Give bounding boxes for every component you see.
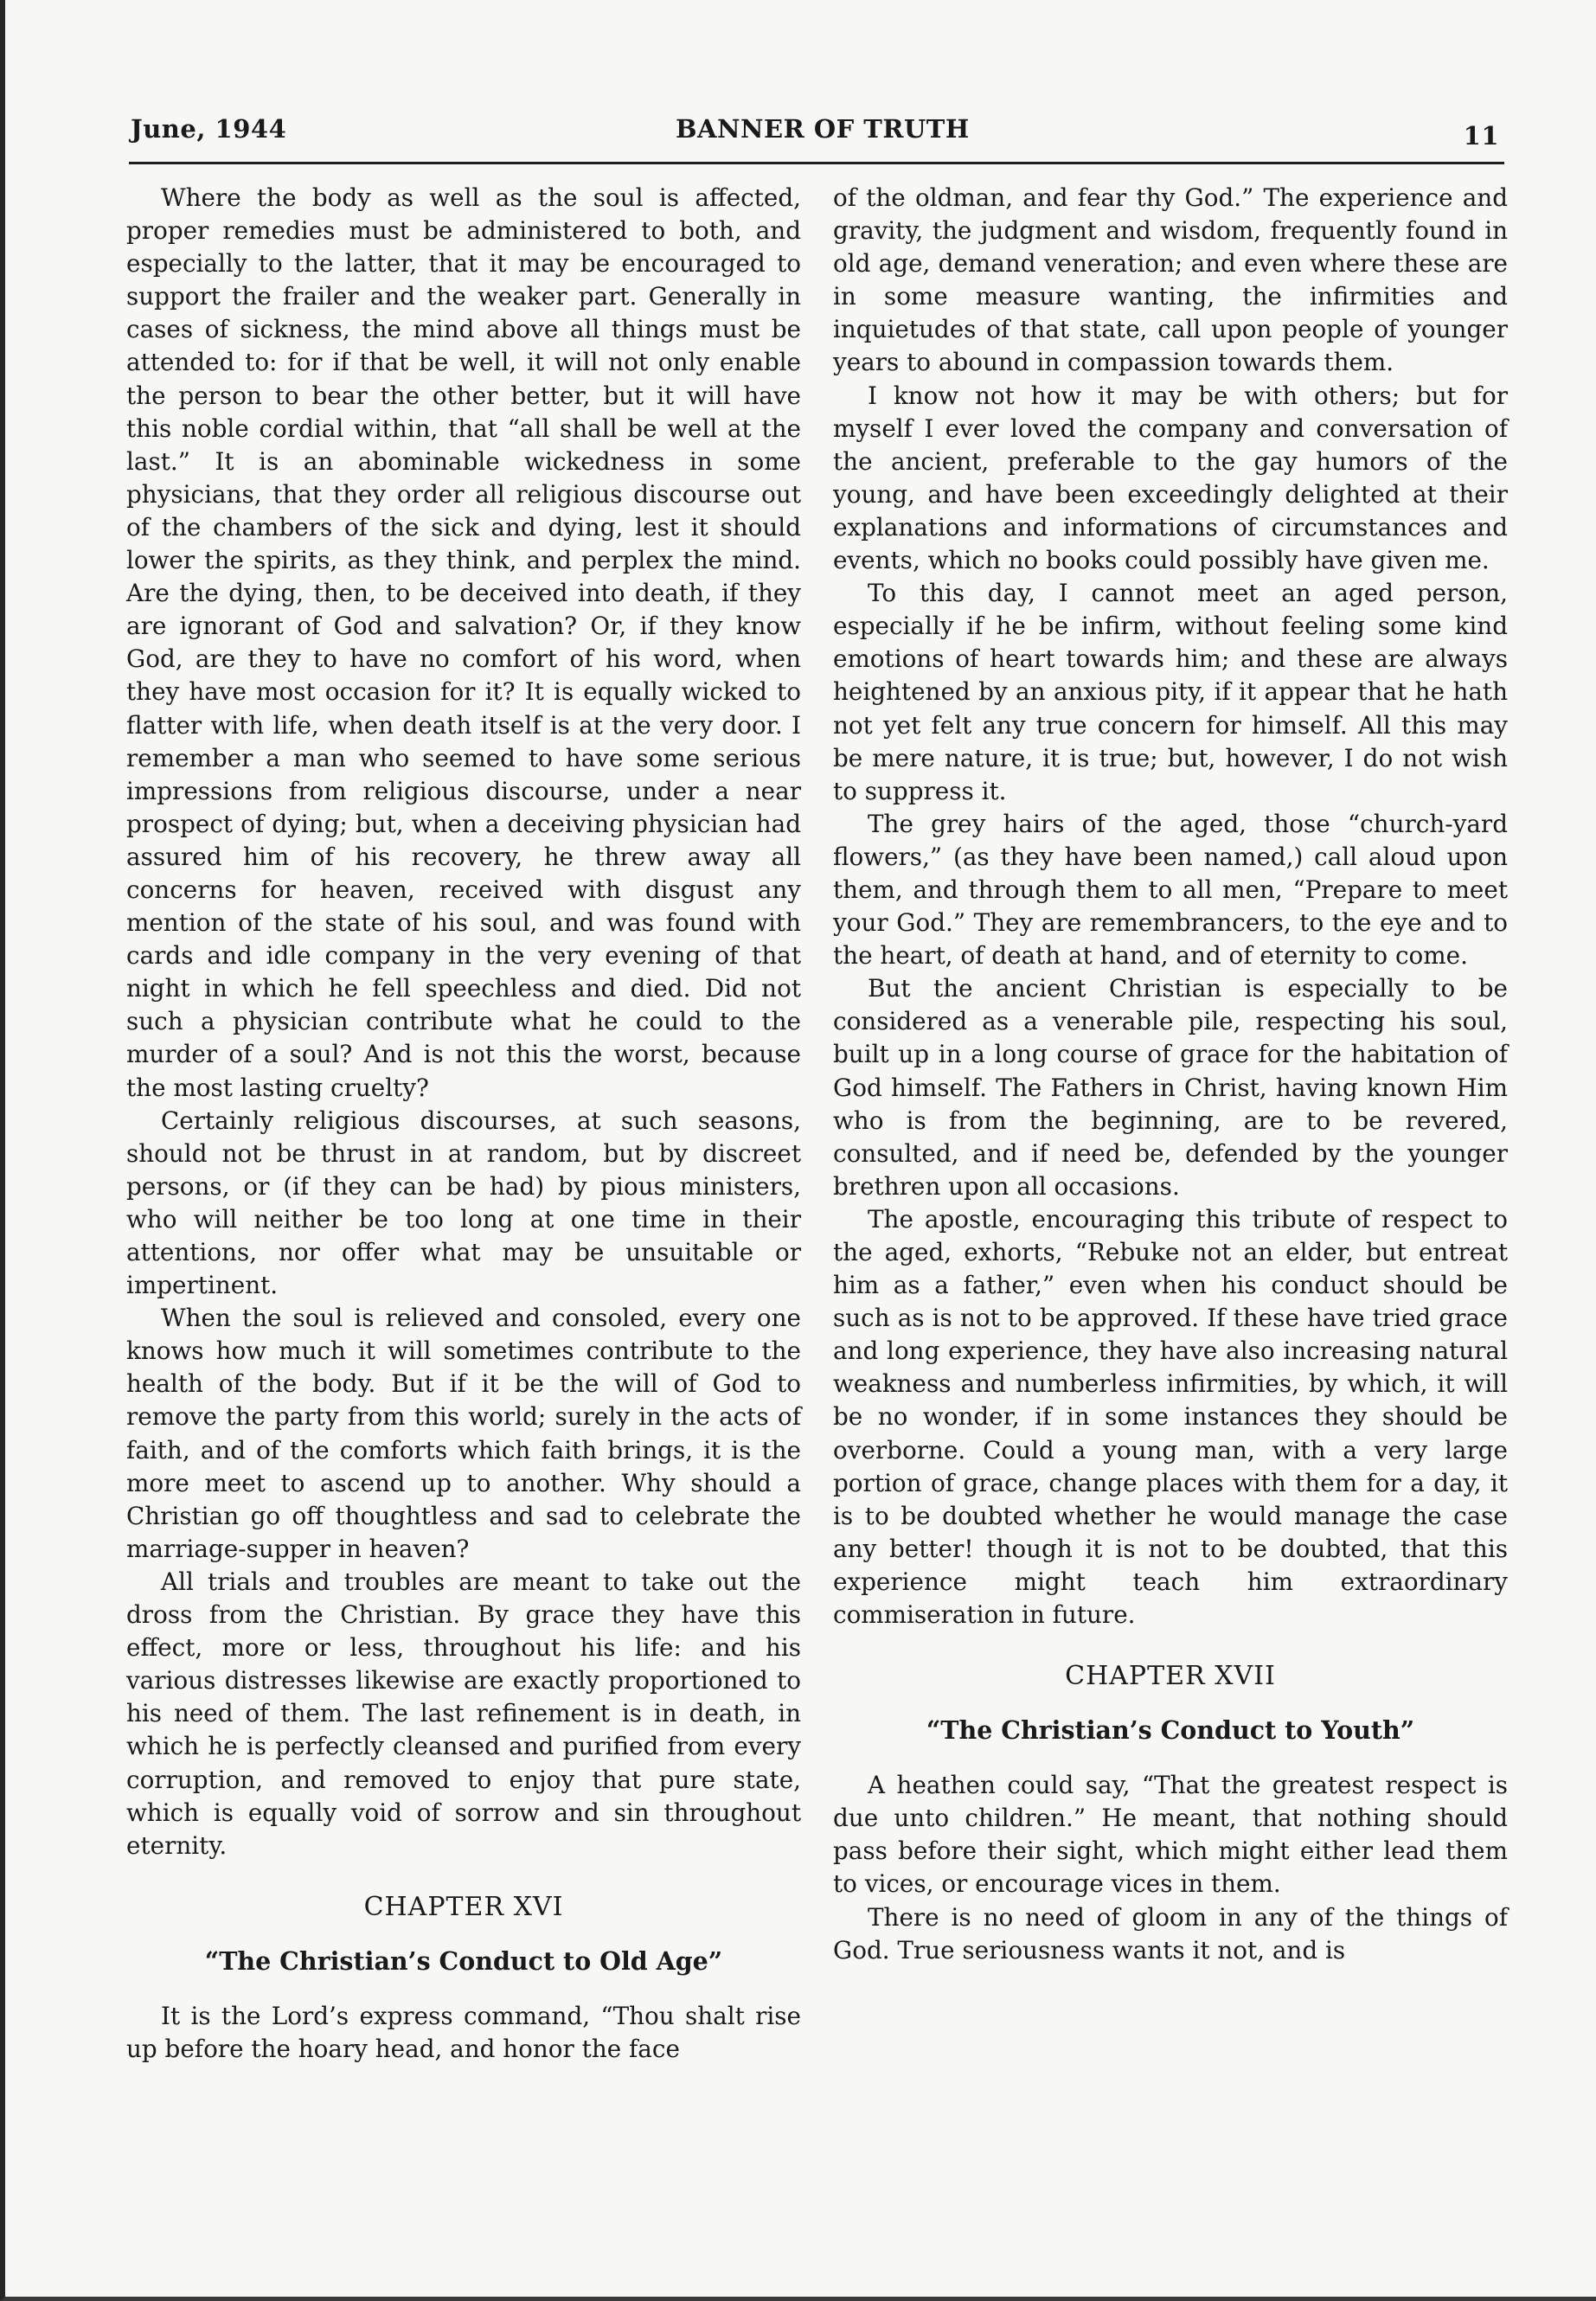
issue-date: June, 1944 bbox=[131, 114, 287, 144]
body-paragraph: A heathen could say, “That the greatest respect is due unto children.” He meant, that nothing should pass before their sight, which might either lead them to vices, or encourage vices in them. bbox=[833, 1771, 1508, 1899]
body-paragraph: Where the body as well as the soul is affected, proper remedies must be administered to both, and especially to the latter, that it may be encouraged to support the frailer and the weaker part. Generally in cases of sickness, the mind above all things must be attended to: for if that be well, it will not only enable the person to bear the other better, but it will have this noble cordial within, that “all shall be well at the last.” It is an abominable wickedness in some physicians, that they order all religious discourse out of the chambers of the sick and dying, lest it should lower the spirits, as they think, and perplex the mind. Are the dying, then, to be deceived into death, if they are ignorant of God and salvation? Or, if they know God, are they to have no comfort of his word, when they have most occasion for it? It is equally wicked to flatter with life, when death itself is at the very door. I remember a man who seemed to have some serious impressions from religious discourse, under a near prospect of dying; but, when a deceiving physician had assured him of his recovery, he threw away all concerns for heaven, received with disgust any mention of the state of his soul, and was found with cards and idle company in the very evening of that night in which he fell speechless and died. Did not such a physician contribute what he could to the murder of a soul? And is not this the worst, because the most lasting cruelty? bbox=[126, 183, 801, 1102]
body-paragraph: There is no need of gloom in any of the things of God. True seriousness wants it not, and is bbox=[833, 1902, 1508, 1965]
body-paragraph: The apostle, encouraging this tribute of respect to the aged, exhorts, “Rebuke not an elder, but entreat him as a father,” even when his conduct should be such as is not to be approved. If these have tried grace and long experience, they have also increasing natural weakness and numberless infirmities, by which, it will be no wonder, if in some instances they should be overborne. Could a young man, with a very large portion of grace, change places with them for a day, it is to be doubted whether he would manage the case any better! though it is not to be doubted, that this experience might teach him extraordinary commiseration in future. bbox=[833, 1204, 1508, 1630]
body-paragraph: I know not how it may be with others; but for myself I ever loved the company and conversation of the ancient, preferable to the gay humors of the young, and have been exceedingly delighted at their explanations and informations of circumstances and events, which no books could possibly have given me. bbox=[833, 381, 1508, 575]
body-paragraph: The grey hairs of the aged, those “church-yard flowers,” (as they have been named,) call aloud upon them, and through them to all men, “Prepare to meet your God.” They are remembrancers, to the eye and to the heart, of death at hand, and of eternity to come. bbox=[833, 809, 1508, 971]
body-paragraph: When the soul is relieved and consoled, every one knows how much it will sometimes contribute to the health of the body. But if it be the will of God to remove the party from this world; surely in the acts of faith, and of the comforts which faith brings, it is the more meet to ascend up to another. Why should a Christian go off thoughtless and sad to celebrate the marriage-supper in heaven? bbox=[126, 1304, 801, 1563]
right-column bbox=[833, 182, 1508, 1967]
body-paragraph: Certainly religious discourses, at such seasons, should not be thrust in at random, but by discreet persons, or (if they can be had) by pious ministers, who will neither be too long at one time in their attentions, nor offer what may be unsuitable or impertinent. bbox=[126, 1106, 801, 1300]
chapter-title: “The Christian’s Conduct to Youth” bbox=[926, 1715, 1415, 1746]
header-rule bbox=[129, 162, 1504, 164]
left-column bbox=[126, 182, 801, 2066]
body-paragraph: It is the Lord’s express command, “Thou shalt rise up before the hoary head, and honor the face bbox=[126, 2001, 801, 2063]
running-header bbox=[131, 111, 1515, 154]
page-number: 11 bbox=[1463, 121, 1499, 151]
body-paragraph: To this day, I cannot meet an aged person, especially if he be infirm, without feeling some kind emotions of heart towards him; and these are always heightened by an anxious pity, if it appear that he hath not yet felt any true concern for himself. All this may be mere nature, it is true; but, however, I do not wish to suppress it. bbox=[833, 579, 1508, 805]
chapter-heading: CHAPTER XVI bbox=[363, 1891, 564, 1922]
chapter-heading: CHAPTER XVII bbox=[1065, 1661, 1276, 1692]
body-paragraph: All trials and troubles are meant to take out the dross from the Christian. By grace they have this effect, more or less, throughout his life: and his various distresses likewise are exactly proportioned to his need of them. The last refinement is in death, in which he is perfectly cleansed and purified from every corruption, and removed to enjoy that pure state, which is equally void of sorrow and sin throughout eternity. bbox=[126, 1567, 801, 1860]
chapter-title: “The Christian’s Conduct to Old Age” bbox=[204, 1945, 723, 1976]
journal-title: BANNER OF TRUTH bbox=[676, 114, 970, 144]
body-paragraph: But the ancient Christian is especially to be considered as a venerable pile, respecting his soul, built up in a long course of grace for the habitation of God himself. The Fathers in Christ, having known Him who is from the beginning, are to be revered, consulted, and if need be, defended by the younger brethren upon all occasions. bbox=[833, 974, 1508, 1201]
continued-paragraph: of the oldman, and fear thy God.” The experience and gravity, the judgment and wisdom, frequently found in old age, demand veneration; and even where these are in some measure wanting, the infirmities and inquietudes of that state, call upon people of younger years to abound in compassion towards them. bbox=[833, 183, 1508, 377]
